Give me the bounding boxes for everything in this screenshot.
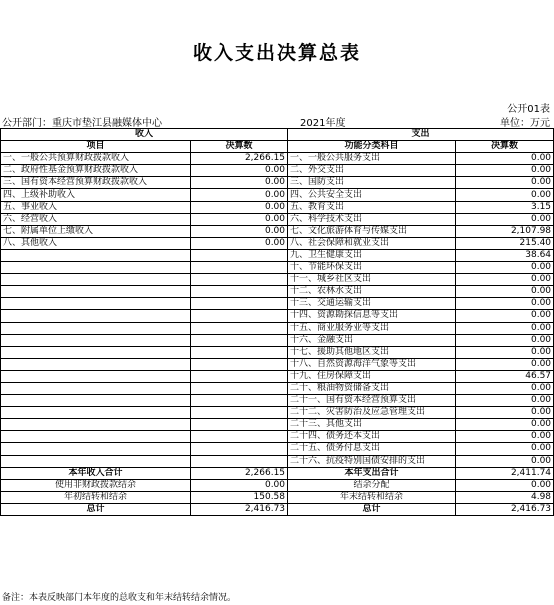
expense-item-label: 二、外交支出	[288, 165, 456, 177]
expense-item-value: 0.00	[456, 395, 554, 407]
expense-item-label: 十四、资源勘探信息等支出	[288, 310, 456, 322]
expense-item-value: 46.57	[456, 370, 554, 382]
expense-item-value: 0.00	[456, 177, 554, 189]
income-empty-cell	[191, 431, 288, 443]
income-item-label: 一、一般公共预算财政拨款收入	[1, 153, 191, 165]
item-column-header: 项目	[1, 141, 191, 153]
expense-item-label: 九、卫生健康支出	[288, 249, 456, 261]
summary-right-value: 2,416.73	[456, 503, 554, 515]
table-row	[1, 395, 554, 407]
table-row	[1, 274, 554, 286]
income-item-label: 四、上级补助收入	[1, 189, 191, 201]
table-row	[1, 431, 554, 443]
income-empty-cell	[191, 310, 288, 322]
table-row	[1, 358, 554, 370]
income-empty-cell	[191, 407, 288, 419]
income-empty-cell	[191, 274, 288, 286]
table-row	[1, 298, 554, 310]
expense-item-label: 二十六、抗疫特别国债安排的支出	[288, 455, 456, 467]
expense-item-value: 215.40	[456, 237, 554, 249]
expense-item-label: 二十五、债务付息支出	[288, 443, 456, 455]
income-empty-cell	[1, 407, 191, 419]
income-empty-cell	[191, 334, 288, 346]
income-empty-cell	[1, 298, 191, 310]
income-empty-cell	[1, 322, 191, 334]
summary-left-value: 2,266.15	[191, 467, 288, 479]
summary-left-value: 150.58	[191, 491, 288, 503]
income-item-label: 八、其他收入	[1, 237, 191, 249]
expense-item-label: 一、一般公共服务支出	[288, 153, 456, 165]
category-column-header: 功能分类科目	[288, 141, 456, 153]
income-empty-cell	[191, 395, 288, 407]
income-item-value: 0.00	[191, 237, 288, 249]
expense-item-value: 0.00	[456, 407, 554, 419]
expense-item-value: 0.00	[456, 419, 554, 431]
income-item-value: 0.00	[191, 225, 288, 237]
income-item-value: 0.00	[191, 177, 288, 189]
expense-item-value: 3.15	[456, 201, 554, 213]
expense-item-label: 六、科学技术支出	[288, 213, 456, 225]
expense-item-value: 0.00	[456, 153, 554, 165]
expense-item-value: 0.00	[456, 298, 554, 310]
expense-item-value: 0.00	[456, 165, 554, 177]
summary-right-label: 本年支出合计	[288, 467, 456, 479]
income-empty-cell	[1, 358, 191, 370]
summary-left-label: 总计	[1, 503, 191, 515]
report-meta	[0, 114, 554, 127]
expense-item-value: 0.00	[456, 346, 554, 358]
expense-item-value: 0.00	[456, 382, 554, 394]
income-empty-cell	[191, 286, 288, 298]
income-empty-cell	[1, 286, 191, 298]
expense-item-label: 十一、城乡社区支出	[288, 274, 456, 286]
summary-left-value: 2,416.73	[191, 503, 288, 515]
table-row	[1, 262, 554, 274]
expense-item-value: 0.00	[456, 431, 554, 443]
expense-item-label: 四、公共安全支出	[288, 189, 456, 201]
income-empty-cell	[191, 419, 288, 431]
column-header-row	[1, 141, 554, 153]
income-empty-cell	[1, 274, 191, 286]
expense-item-label: 十三、交通运输支出	[288, 298, 456, 310]
summary-right-label: 总计	[288, 503, 456, 515]
summary-right-value: 2,411.74	[456, 467, 554, 479]
expense-item-value: 0.00	[456, 213, 554, 225]
summary-right-value: 0.00	[456, 479, 554, 491]
expense-item-label: 五、教育支出	[288, 201, 456, 213]
expense-item-value: 0.00	[456, 455, 554, 467]
income-empty-cell	[1, 249, 191, 261]
income-empty-cell	[191, 455, 288, 467]
income-empty-cell	[1, 370, 191, 382]
summary-left-label: 使用非财政拨款结余	[1, 479, 191, 491]
summary-row	[1, 491, 554, 503]
expense-item-value: 2,107.98	[456, 225, 554, 237]
summary-row	[1, 479, 554, 491]
expense-item-label: 二十一、国有资本经营预算支出	[288, 395, 456, 407]
footnote: 备注：本表反映部门本年度的总收支和年末结转结余情况。	[2, 593, 237, 603]
income-empty-cell	[1, 310, 191, 322]
unit-label: 单位：万元	[500, 118, 550, 129]
table-row	[1, 286, 554, 298]
table-row	[1, 443, 554, 455]
expense-item-label: 十九、住房保障支出	[288, 370, 456, 382]
income-empty-cell	[1, 443, 191, 455]
expense-item-value: 0.00	[456, 189, 554, 201]
income-expense-table	[0, 128, 554, 516]
table-row	[1, 153, 554, 165]
summary-left-label: 本年收入合计	[1, 467, 191, 479]
expense-item-label: 十二、农林水支出	[288, 286, 456, 298]
table-row	[1, 346, 554, 358]
fiscal-year: 2021年度	[300, 118, 346, 129]
income-item-value: 0.00	[191, 189, 288, 201]
income-empty-cell	[191, 262, 288, 274]
expense-item-value: 0.00	[456, 334, 554, 346]
table-row	[1, 455, 554, 467]
income-empty-cell	[191, 443, 288, 455]
income-empty-cell	[191, 298, 288, 310]
income-item-value: 0.00	[191, 201, 288, 213]
summary-right-value: 4.98	[456, 491, 554, 503]
expense-item-label: 十六、金融支出	[288, 334, 456, 346]
expense-item-label: 二十二、灾害防治及应急管理支出	[288, 407, 456, 419]
expense-item-label: 十、节能环保支出	[288, 262, 456, 274]
income-empty-cell	[1, 455, 191, 467]
table-row	[1, 225, 554, 237]
income-empty-cell	[191, 370, 288, 382]
income-amount-column-header: 决算数	[191, 141, 288, 153]
table-row	[1, 419, 554, 431]
expense-item-label: 八、社会保障和就业支出	[288, 237, 456, 249]
income-empty-cell	[191, 358, 288, 370]
page-title: 收入支出决算总表	[192, 42, 361, 64]
expense-item-value: 38.64	[456, 249, 554, 261]
income-empty-cell	[191, 249, 288, 261]
income-empty-cell	[1, 382, 191, 394]
income-empty-cell	[191, 346, 288, 358]
income-item-label: 五、事业收入	[1, 201, 191, 213]
table-row	[1, 334, 554, 346]
income-empty-cell	[1, 395, 191, 407]
expense-item-value: 0.00	[456, 443, 554, 455]
expense-item-value: 0.00	[456, 262, 554, 274]
table-row	[1, 370, 554, 382]
income-empty-cell	[191, 382, 288, 394]
table-row	[1, 213, 554, 225]
income-empty-cell	[1, 419, 191, 431]
expense-item-value: 0.00	[456, 310, 554, 322]
income-empty-cell	[191, 322, 288, 334]
expense-item-label: 十五、商业服务业等支出	[288, 322, 456, 334]
income-item-label: 二、政府性基金预算财政拨款收入	[1, 165, 191, 177]
form-code: 公开01表	[507, 104, 550, 115]
expense-item-label: 十八、自然资源海洋气象等支出	[288, 358, 456, 370]
expense-item-label: 七、文化旅游体育与传媒支出	[288, 225, 456, 237]
summary-row	[1, 503, 554, 515]
table-row	[1, 237, 554, 249]
income-empty-cell	[1, 346, 191, 358]
expense-item-label: 十七、援助其他地区支出	[288, 346, 456, 358]
table-row	[1, 177, 554, 189]
expense-item-label: 二十四、债务还本支出	[288, 431, 456, 443]
summary-row	[1, 467, 554, 479]
income-item-value: 2,266.15	[191, 153, 288, 165]
summary-right-label: 年末结转和结余	[288, 491, 456, 503]
table-row	[1, 201, 554, 213]
expense-item-label: 三、国防支出	[288, 177, 456, 189]
income-empty-cell	[1, 334, 191, 346]
income-empty-cell	[1, 262, 191, 274]
table-row	[1, 189, 554, 201]
expense-item-value: 0.00	[456, 322, 554, 334]
expense-section-header: 支出	[288, 129, 554, 141]
summary-right-label: 结余分配	[288, 479, 456, 491]
expense-item-label: 二十三、其他支出	[288, 419, 456, 431]
income-item-value: 0.00	[191, 165, 288, 177]
table-row	[1, 310, 554, 322]
expense-item-value: 0.00	[456, 358, 554, 370]
income-item-label: 六、经营收入	[1, 213, 191, 225]
expense-item-value: 0.00	[456, 286, 554, 298]
department-label: 公开部门：重庆市垫江县融媒体中心	[2, 118, 162, 129]
income-section-header: 收入	[1, 129, 288, 141]
expense-item-value: 0.00	[456, 274, 554, 286]
table-row	[1, 322, 554, 334]
table-row	[1, 382, 554, 394]
table-row	[1, 165, 554, 177]
table-row	[1, 249, 554, 261]
income-item-value: 0.00	[191, 213, 288, 225]
table-row	[1, 407, 554, 419]
expense-amount-column-header: 决算数	[456, 141, 554, 153]
income-empty-cell	[1, 431, 191, 443]
section-header-row	[1, 129, 554, 141]
summary-left-label: 年初结转和结余	[1, 491, 191, 503]
summary-left-value: 0.00	[191, 479, 288, 491]
expense-item-label: 二十、粮油物资储备支出	[288, 382, 456, 394]
income-item-label: 三、国有资本经营预算财政拨款收入	[1, 177, 191, 189]
income-item-label: 七、附属单位上缴收入	[1, 225, 191, 237]
